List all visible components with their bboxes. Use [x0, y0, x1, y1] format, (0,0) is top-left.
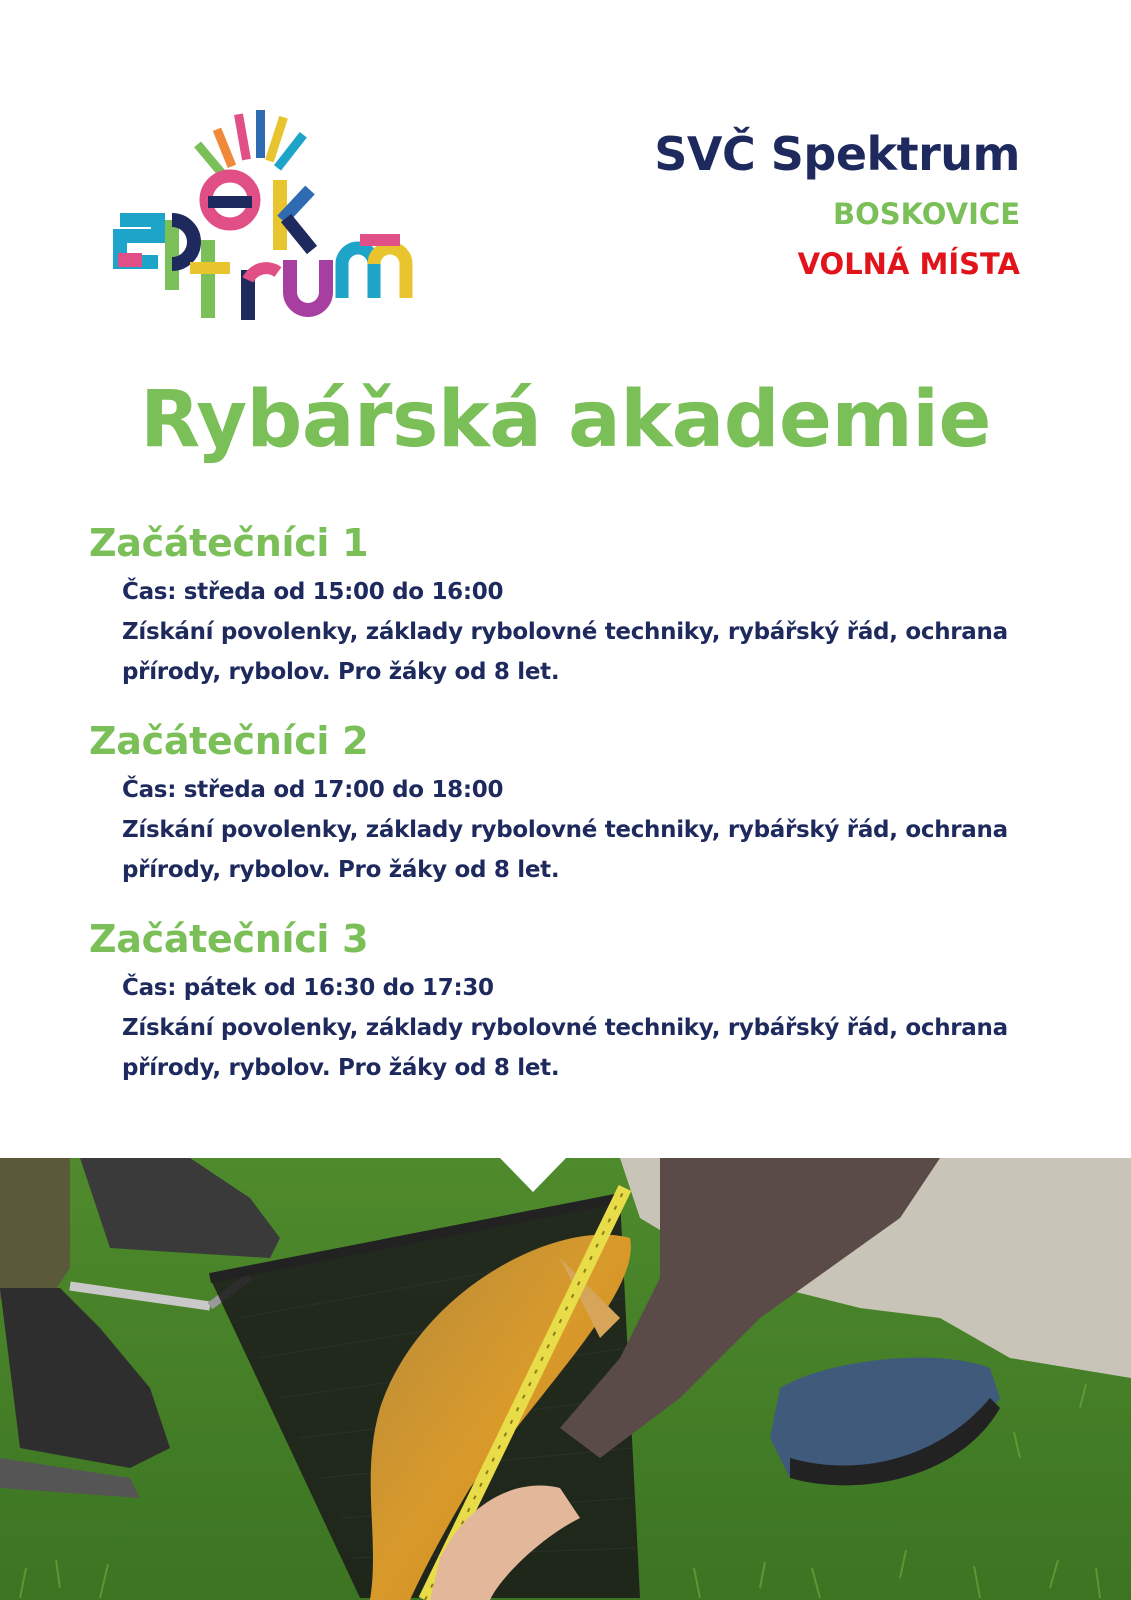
spektrum-logo-icon: [110, 110, 430, 340]
course-item: [89, 914, 1049, 1088]
course-description: Získání povolenky, základy rybolovné techniky, rybářský řád, ochrana přírody, rybolov. Pro žáky od 8 let.: [122, 619, 1008, 685]
organization-name: SVČ Spektrum: [654, 127, 1020, 181]
course-name: Začátečníci 3: [89, 917, 369, 961]
organization-city: BOSKOVICE: [832, 197, 1020, 231]
course-name: Začátečníci 2: [89, 719, 369, 763]
course-item: [89, 518, 1049, 692]
organization-header: [654, 126, 1020, 282]
availability-notice: VOLNÁ MÍSTA: [797, 247, 1020, 281]
course-time: Čas: středa od 17:00 do 18:00: [122, 777, 504, 803]
course-name: Začátečníci 1: [89, 521, 369, 565]
page-title: Rybářská akademie: [140, 375, 991, 465]
course-list: [89, 518, 1049, 1112]
course-time: Čas: pátek od 16:30 do 17:30: [122, 975, 494, 1001]
carp-measuring-photo: [0, 1158, 1131, 1600]
course-description: Získání povolenky, základy rybolovné techniky, rybářský řád, ochrana přírody, rybolov. Pro žáky od 8 let.: [122, 1015, 1008, 1081]
course-time: Čas: středa od 15:00 do 16:00: [122, 579, 504, 605]
course-description: Získání povolenky, základy rybolovné techniky, rybářský řád, ochrana přírody, rybolov. Pro žáky od 8 let.: [122, 817, 1008, 883]
course-item: [89, 716, 1049, 890]
